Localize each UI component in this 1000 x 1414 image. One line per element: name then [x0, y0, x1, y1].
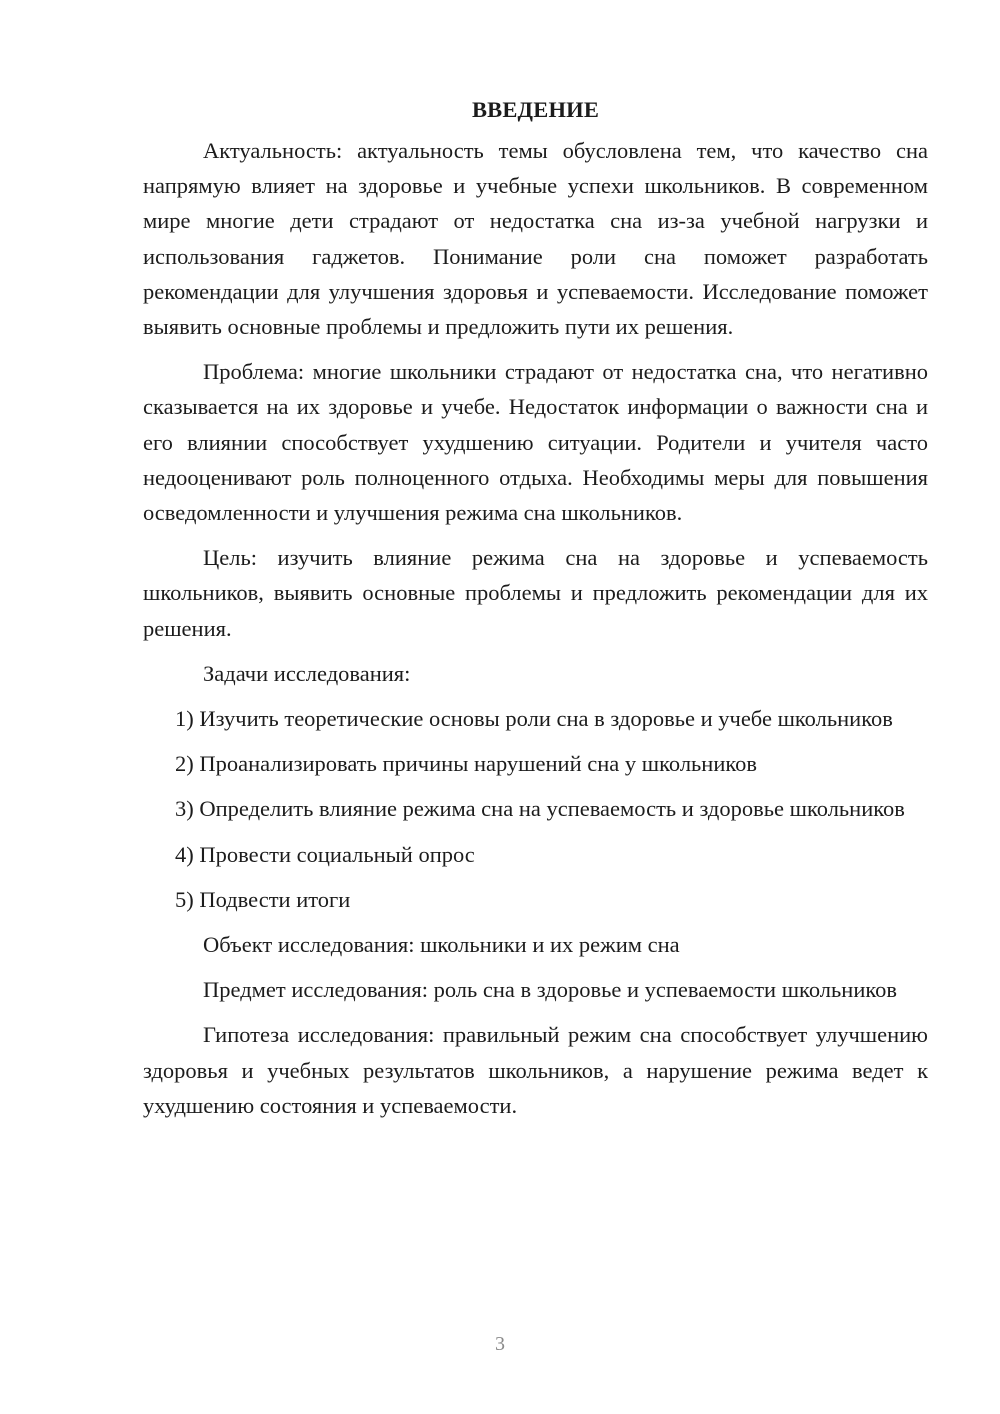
paragraph-hypothesis: Гипотеза исследования: правильный режим сна способствует улучшению здоровья и учебных результатов школьников, а нарушение режима ведет к ухудшению состояния и успеваемости.: [143, 1022, 928, 1118]
document-page: [143, 92, 928, 1123]
task-item-3: 3) Определить влияние режима сна на успеваемость и здоровье школьников: [175, 796, 905, 822]
section-title: ВВЕДЕНИЕ: [471, 97, 600, 122]
task-item-4: 4) Провести социальный опрос: [175, 841, 475, 867]
task-item-5: 5) Подвести итоги: [175, 886, 351, 912]
paragraph-problem: Проблема: многие школьники страдают от недостатка сна, что негативно сказывается на их здоровье и учебе. Недостаток информации о важности сна и его влиянии способствует ухудшению ситуации. Родители и учителя часто недооценивают роль полноценного отдыха. Необходимы меры для повышения осведомленности и улучшения режима сна школьников.: [143, 359, 928, 526]
task-item-2: 2) Проанализировать причины нарушений сна у школьников: [175, 751, 758, 777]
paragraph-goal: Цель: изучить влияние режима сна на здоровье и успеваемость школьников, выявить основные проблемы и предложить рекомендации для их решения.: [143, 545, 928, 641]
page-number: 3: [495, 1333, 505, 1355]
tasks-heading: Задачи исследования:: [203, 660, 411, 686]
paragraph-relevance: Актуальность: актуальность темы обусловлена тем, что качество сна напрямую влияет на здоровье и учебные успехи школьников. В современном мире многие дети страдают от недостатка сна из-за учебной нагрузки и использования гаджетов. Понимание роли сна поможет разработать рекомендации для улучшения здоровья и успеваемости. Исследование поможет выявить основные проблемы и предложить пути их решения.: [143, 138, 928, 340]
paragraph-object: Объект исследования: школьники и их режим сна: [203, 932, 680, 958]
task-item-1: 1) Изучить теоретические основы роли сна в здоровье и учебе школьников: [175, 706, 893, 732]
paragraph-subject: Предмет исследования: роль сна в здоровье и успеваемости школьников: [203, 977, 898, 1003]
